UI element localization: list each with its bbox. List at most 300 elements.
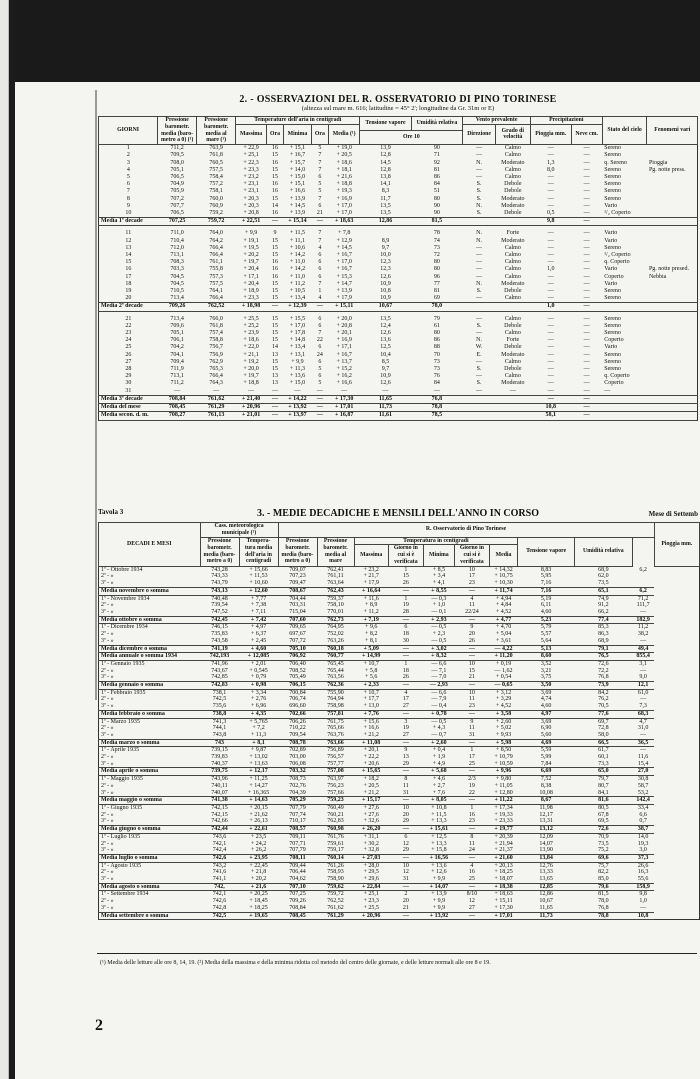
col2-temp-group: Temperatura in centigradi — [354, 537, 518, 545]
cell: 8 — [470, 833, 474, 840]
cell: — — [583, 315, 590, 322]
col-vento: Vento prevalente — [463, 117, 531, 125]
decade-label: 3ª - » — [101, 904, 114, 911]
cell: + 16,56 — [423, 854, 454, 862]
cell: + 27,03 — [354, 854, 388, 862]
cell: + 11,5 — [431, 811, 447, 818]
decade-label: 3ª - » — [101, 731, 114, 738]
cell: — — [476, 266, 483, 273]
cell: 735,6 — [212, 703, 227, 710]
cell: 764,3 — [209, 380, 223, 387]
cell: 72 — [433, 252, 440, 259]
cell: — — [547, 230, 554, 237]
cell: 82,2 — [598, 869, 609, 876]
cell: 743,33 — [211, 573, 228, 580]
col2-tensione: Tensione vapore — [518, 537, 575, 566]
cell: 78,0 — [598, 898, 609, 905]
cell: 31 — [125, 387, 132, 394]
cell: — — [583, 387, 590, 394]
cell: + 29,6 — [363, 876, 379, 883]
cell: + 5,6 — [364, 674, 378, 681]
cell: 62,0 — [598, 573, 609, 580]
cell: + 1,9 — [432, 754, 446, 761]
cell: 58,7 — [637, 782, 649, 789]
cell: 758,1 — [209, 188, 223, 195]
cell: 764,95 — [327, 624, 344, 631]
col2-group2: R. Osservatorio di Pino Torinese — [278, 523, 654, 538]
cell: + 15,1 — [289, 181, 306, 188]
cell: 760,18 — [317, 645, 354, 653]
decade-label: 3ª - » — [101, 876, 114, 883]
cell: 20 — [402, 811, 409, 818]
cell: 759,72 — [327, 891, 344, 898]
cell: 18 — [402, 631, 409, 638]
cell: q. Sereno — [604, 159, 627, 166]
cell: 696,60 — [289, 703, 306, 710]
cell: + 15,11 — [494, 898, 513, 905]
cell: — 0,5 — [431, 637, 447, 644]
cell: 80,5 — [598, 804, 609, 811]
cell: 72,2 — [598, 667, 609, 674]
cell: + 21,2 — [363, 731, 379, 738]
cell: — — [640, 667, 647, 674]
cell: 21 — [402, 904, 409, 911]
cell: 29 — [125, 373, 132, 380]
cell: Calmo — [504, 152, 521, 159]
cell: 705,9 — [170, 188, 184, 195]
cell: + 8,50 — [495, 747, 512, 754]
cell: 23 — [468, 818, 475, 825]
cell: 743,8 — [212, 731, 227, 738]
decade-label: 1ª - Aprile 1935 — [101, 747, 140, 754]
cell: Media secon. d. m. — [99, 412, 158, 420]
cell: 14,5 — [380, 159, 391, 166]
cell: + 29,5 — [363, 869, 379, 876]
cell: 11,73 — [518, 912, 575, 920]
cell: 16 — [271, 266, 278, 273]
cell: 81 — [433, 288, 440, 295]
summary-label: Media ottobre o somma — [99, 616, 201, 624]
cell: — — [583, 351, 590, 358]
cell: — — [547, 152, 554, 159]
cell: 766,4 — [209, 373, 223, 380]
cell: — — [388, 797, 423, 805]
cell: + 19,7 — [243, 373, 259, 380]
cell: — — [311, 412, 328, 420]
cell: Debole — [504, 344, 522, 351]
cell: — — [294, 387, 301, 394]
cell: 758,4 — [209, 174, 223, 180]
cell: + 22,9 — [243, 145, 259, 152]
cell: + 25,1 — [243, 152, 259, 159]
cell: Sereno — [604, 366, 621, 373]
cell: Debole — [504, 188, 522, 195]
cell: 15 — [271, 195, 278, 202]
cell: 78,8 — [575, 912, 633, 920]
cell — [647, 210, 698, 218]
cell: 756,89 — [327, 747, 344, 754]
cell: 10 — [468, 689, 475, 696]
cell: + 20,0 — [243, 366, 259, 373]
cell: — — [547, 315, 554, 322]
cell: — — [271, 387, 278, 394]
cell: + 15,5 — [289, 315, 306, 322]
cell: + 15,8 — [431, 847, 447, 854]
col-stato-cielo: Stato del cielo — [602, 117, 647, 145]
cell: + 0,79 — [250, 674, 267, 681]
cell: 17 — [468, 573, 475, 580]
cell: 742,44 — [200, 826, 239, 834]
cell: 69,5 — [598, 818, 609, 825]
day-row — [99, 160, 698, 167]
decade-row — [99, 689, 700, 696]
cell: — — [583, 259, 590, 266]
cell: N. — [476, 159, 482, 166]
cell: — 1,62 — [494, 667, 513, 674]
cell: 73,9 — [575, 682, 633, 690]
cell: 13,5 — [380, 210, 391, 217]
cell: + 19,77 — [489, 826, 517, 834]
cell: 739,75 — [200, 768, 239, 776]
cell: + 2,3 — [432, 631, 446, 638]
cell: 11,65 — [539, 904, 553, 911]
cell: 12,86 — [539, 891, 553, 898]
cell: 16 — [468, 869, 475, 876]
cell: + 20,6 — [363, 760, 379, 767]
cell: + 11,6 — [363, 595, 379, 602]
day-row — [99, 288, 698, 295]
cell: 702,66 — [278, 710, 317, 718]
cell: + 2,33 — [354, 682, 388, 690]
cell: 76,2 — [598, 696, 609, 703]
cell — [632, 580, 654, 587]
cell: + 27,6 — [363, 811, 379, 818]
cell: 11 — [125, 230, 132, 237]
cell: 13 — [271, 373, 278, 380]
cell: 707,79 — [289, 847, 306, 854]
cell: 1,0 — [530, 303, 571, 311]
cell: — — [583, 322, 590, 329]
cell: + 16,9 — [336, 337, 352, 344]
cell: — — [583, 366, 590, 373]
cell: 84 — [433, 380, 440, 387]
col2-minima: Minima — [423, 545, 454, 566]
cell: + 14,8 — [289, 337, 306, 344]
cell: — — [583, 252, 590, 259]
cell: + 10,7 — [363, 689, 379, 696]
cell: 79,6 — [575, 883, 633, 891]
cell: + 13,7 — [336, 358, 352, 365]
cell: 9 — [470, 718, 474, 725]
cell: Forte — [506, 337, 520, 344]
col2-giorno2: Giorno in cui si è verificata — [454, 545, 489, 566]
cell: 743,2 — [212, 862, 227, 869]
cell: 5,19 — [540, 595, 552, 602]
cell: — — [388, 854, 423, 862]
decade-row — [99, 783, 700, 790]
cell: 75,7 — [598, 862, 609, 869]
cell: + 21,8 — [250, 869, 267, 876]
decade-row — [99, 653, 700, 661]
cell: — 0,4 — [431, 703, 447, 710]
cell — [647, 330, 698, 337]
cell: 21 — [125, 315, 132, 322]
cell: — — [530, 395, 571, 403]
cell: + 8,1 — [364, 637, 378, 644]
cell: Moderato — [501, 159, 525, 166]
cell: + 7,76 — [354, 710, 388, 718]
cell: + 2,01 — [250, 660, 267, 667]
section-observations — [98, 86, 698, 421]
cell: 12 — [125, 237, 132, 244]
cell: 760,98 — [317, 826, 354, 834]
day-row — [99, 174, 698, 181]
cell: 79 — [433, 315, 440, 322]
cell: 80 — [433, 259, 440, 266]
cell: 706,08 — [289, 760, 306, 767]
cell: 763,56 — [327, 674, 344, 681]
cell: Sereno — [604, 244, 621, 251]
cell: + 3,02 — [423, 645, 454, 653]
cell: 708,57 — [278, 826, 317, 834]
decade-label: 3ª - » — [101, 760, 114, 767]
cell: 708,84 — [158, 395, 197, 403]
cell: 13,8 — [380, 174, 391, 180]
day-row — [99, 238, 698, 245]
cell: 763,64 — [327, 580, 344, 587]
cell: 710,22 — [289, 725, 306, 732]
cell: 11,2 — [638, 624, 649, 631]
cell: + 18,9 — [243, 288, 259, 295]
cell: 758,10 — [327, 602, 344, 609]
cell: 15 — [271, 366, 278, 373]
cell: — — [583, 266, 590, 273]
cell: N. — [476, 202, 482, 209]
cell: + 14,2 — [289, 252, 306, 259]
scan-stripe — [95, 90, 97, 700]
cell: 0,7 — [639, 818, 647, 825]
cell: — 0,3 — [431, 595, 447, 602]
cell: Debole — [504, 322, 522, 329]
cell: — — [454, 616, 489, 624]
cell: 3,21 — [540, 667, 552, 674]
cell: — — [583, 337, 590, 344]
cell: — — [311, 303, 328, 311]
cell: 8 — [126, 195, 130, 202]
cell: — — [547, 244, 554, 251]
cell: 761,13 — [197, 412, 236, 420]
cell: 711,0 — [170, 230, 184, 237]
cell — [647, 174, 698, 181]
cell: Sereno — [604, 322, 621, 329]
cell: 4 — [318, 244, 322, 251]
cell: Calmo — [504, 358, 521, 365]
cell: Coperto — [604, 273, 624, 280]
cell: 15 — [271, 315, 278, 322]
cell: + 11,1 — [289, 237, 306, 244]
cell: 5,64 — [540, 637, 552, 644]
decade-row — [99, 776, 700, 783]
decade-row — [99, 696, 700, 703]
cell — [647, 344, 698, 351]
cell: Vario — [604, 230, 618, 237]
cell: + 11,25 — [249, 776, 268, 783]
day-row — [99, 295, 698, 303]
cell: 4 — [126, 166, 130, 173]
col-ora1: Ora — [266, 124, 283, 144]
cell: + 13,02 — [249, 754, 268, 761]
cell: 16 — [271, 181, 278, 188]
cell — [463, 218, 496, 226]
cell: Debole — [504, 288, 522, 295]
cell: 30,8 — [637, 776, 649, 783]
cell: + 21,94 — [494, 840, 513, 847]
cell: + 2,7 — [432, 782, 446, 789]
cell: 756,57 — [327, 754, 344, 761]
cell: 762,52 — [197, 303, 236, 311]
cell: + 2,60 — [423, 739, 454, 747]
day-row — [99, 167, 698, 174]
cell: + 13,9 — [336, 288, 352, 295]
cell: 6 — [318, 174, 322, 180]
cell: 25 — [468, 876, 475, 883]
cell: 765,66 — [327, 725, 344, 732]
cell: 15 — [468, 667, 475, 674]
cell: + 9,6 — [364, 624, 378, 631]
cell: 762,36 — [317, 682, 354, 690]
cell: — — [583, 166, 590, 173]
section1-title: 2. - OSSERVAZIONI DEL R. OSSERVATORIO DI PINO TORINESE — [239, 94, 557, 105]
cell: Debole — [504, 366, 522, 373]
cell: Calmo — [504, 259, 521, 266]
cell: 702,89 — [289, 747, 306, 754]
cell: 707,25 — [158, 218, 197, 226]
cell: 2 — [126, 152, 130, 159]
cell: 77,4 — [575, 616, 633, 624]
decade-label: 1ª - Novembre 1934 — [101, 595, 150, 602]
cell: 7 — [318, 280, 322, 287]
decade-row — [99, 710, 700, 718]
cell: 9 — [404, 747, 408, 754]
cell: 14 — [271, 202, 278, 209]
cell: + 5,04 — [495, 631, 512, 638]
cell: 707,2 — [170, 195, 184, 202]
cell: 6 — [404, 624, 408, 631]
cell: 6 — [318, 273, 322, 280]
cell: 11 — [469, 725, 475, 732]
cell: 12 — [402, 840, 409, 847]
cell: 709,07 — [289, 566, 306, 573]
cell: 9,7 — [381, 366, 390, 373]
cell: 68,3 — [632, 710, 654, 718]
cell: — 6,6 — [431, 660, 447, 667]
cell: + 23,1 — [243, 181, 259, 188]
cell: 735,83 — [211, 631, 228, 638]
cell: S. — [476, 322, 482, 329]
cell: — — [476, 244, 483, 251]
cell: 2 — [404, 891, 408, 898]
cell: 709,54 — [289, 731, 306, 738]
cell: 13,31 — [539, 818, 553, 825]
cell: — — [266, 404, 283, 412]
cell: 1 — [318, 288, 322, 295]
cell: — — [571, 303, 602, 311]
cell: 763,76 — [327, 731, 344, 738]
cell: 16 — [271, 273, 278, 280]
cell: 68,9 — [598, 637, 609, 644]
cell: 708,52 — [289, 667, 306, 674]
cell: — — [640, 637, 647, 644]
cell: + 5,98 — [489, 739, 517, 747]
cell: — 0,5 — [431, 624, 447, 631]
cell: — — [454, 854, 489, 862]
cell: N. — [476, 237, 482, 244]
cell: + 20,2 — [243, 252, 259, 259]
cell: Forte — [506, 230, 520, 237]
cell: 742,6 — [212, 898, 227, 905]
cell — [647, 230, 698, 237]
cell: — — [583, 145, 590, 152]
cell: — — [547, 373, 554, 380]
cell: 61,0 — [637, 689, 649, 696]
cell: + 11,53 — [249, 573, 268, 580]
cell: 5,59 — [540, 747, 552, 754]
cell: 5 — [318, 145, 322, 152]
cell: Media 2ª decade — [99, 303, 158, 311]
decade-row — [99, 754, 700, 761]
cell: 11 — [469, 602, 475, 609]
cell: 11 — [469, 696, 475, 703]
cell: — — [583, 195, 590, 202]
cell: + 11,2 — [363, 609, 379, 615]
decade-row — [99, 674, 700, 681]
cell: 8,83 — [540, 566, 552, 573]
cell: 15 — [271, 166, 278, 173]
decade-row — [99, 818, 700, 825]
cell: — — [316, 387, 323, 394]
cell: + 31,1 — [363, 833, 379, 840]
cell: 12 — [468, 898, 475, 905]
day-row — [99, 274, 698, 281]
cell: 33,4 — [637, 804, 649, 811]
decade-row — [99, 912, 700, 920]
cell: 6 — [404, 833, 408, 840]
cell: 757,4 — [209, 330, 223, 337]
cell: 5,23 — [518, 616, 575, 624]
cell: 5 — [126, 174, 130, 180]
cell: 755,90 — [327, 689, 344, 696]
cell: + 10,59 — [494, 760, 513, 767]
cell: — — [571, 395, 602, 403]
cell: + 19,0 — [336, 145, 352, 152]
cell — [647, 404, 698, 412]
cell: 53,2 — [637, 789, 649, 796]
cell: 22 — [125, 322, 132, 329]
cell: — — [248, 387, 255, 394]
cell: 90 — [433, 210, 440, 217]
cell: — — [583, 174, 590, 180]
cell: + 20,3 — [243, 202, 259, 209]
cell: 763,66 — [317, 739, 354, 747]
cell: — — [583, 188, 590, 195]
cell: — — [640, 747, 647, 754]
cell: 13,65 — [539, 876, 553, 883]
cell: 765,44 — [327, 667, 344, 674]
cell: ¹/₂ Coperto — [604, 210, 631, 217]
cell: 36,5 — [632, 739, 654, 747]
col-grado: Grado di velocità — [495, 124, 530, 144]
decade-label: 1ª - Dicembre 1934 — [101, 624, 148, 631]
